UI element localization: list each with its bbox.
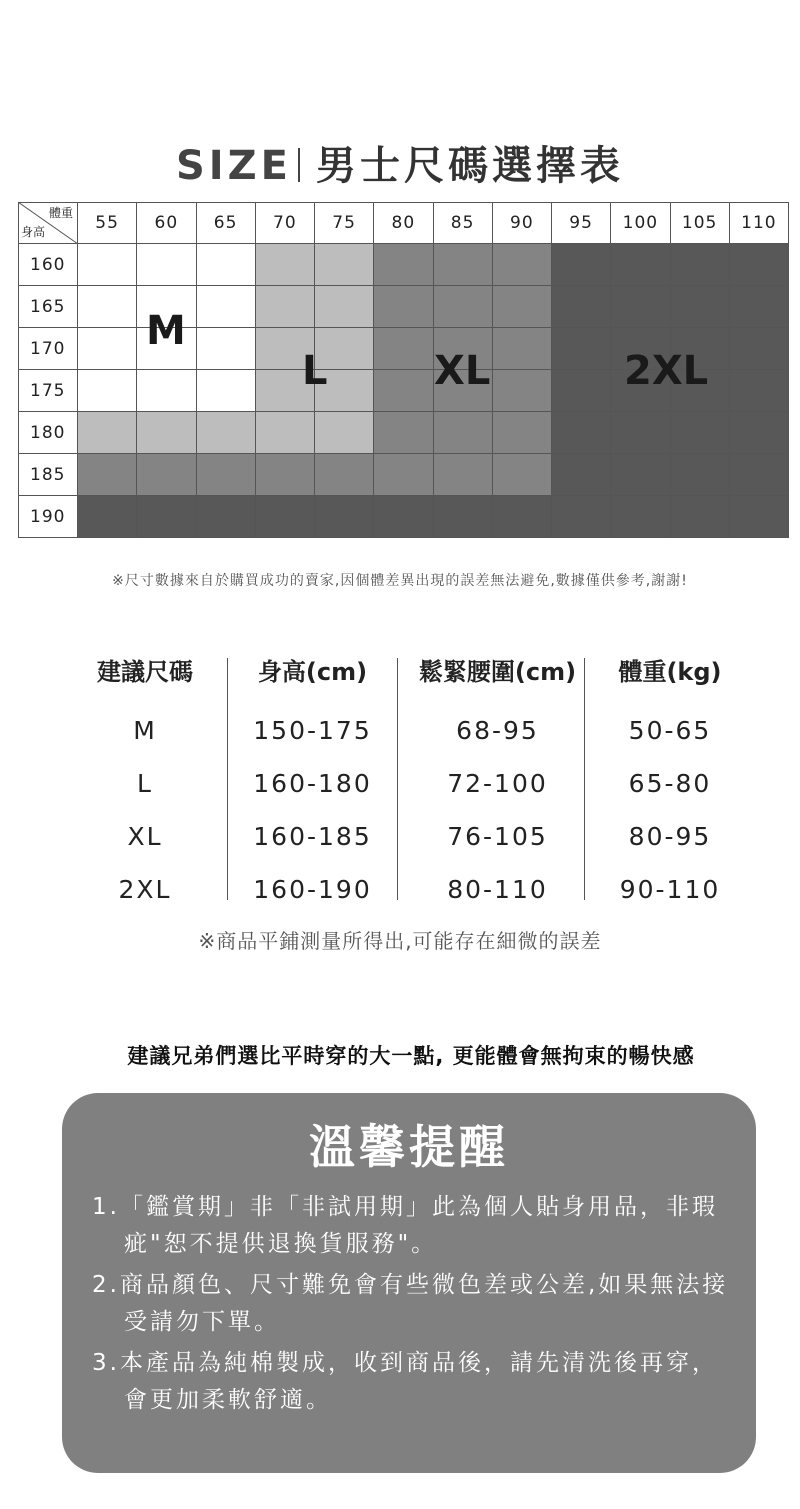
table-cell: 80-110 xyxy=(447,875,548,904)
weight-header-cell: 100 xyxy=(611,202,670,244)
size-zone-cell xyxy=(137,370,196,412)
size-zone-cell xyxy=(730,328,789,370)
page-title xyxy=(0,134,800,191)
size-suggestion: 建議兄弟們選比平時穿的大一點, 更能體會無拘束的暢快感 xyxy=(127,1044,695,1068)
size-zone-cell xyxy=(730,370,789,412)
height-header-cell: 170 xyxy=(18,328,78,370)
size-zone-cell xyxy=(137,412,196,454)
size-zone-cell xyxy=(730,496,789,538)
title-chinese: 男士尺碼選擇表 xyxy=(316,143,625,189)
reminder-title: 溫馨提醒 xyxy=(309,1120,509,1174)
size-chart-grid xyxy=(18,202,789,538)
table-cell: 150-175 xyxy=(253,716,372,745)
title-size-word: SIZE xyxy=(175,143,293,189)
size-zone-cell xyxy=(434,286,493,328)
table-column xyxy=(60,650,230,916)
size-zone-cell xyxy=(611,412,670,454)
size-zone-cell xyxy=(671,286,730,328)
grid-footnote: ※尺寸數據來自於購買成功的賣家,因個體差異出現的誤差無法避免,數據僅供參考,謝謝! xyxy=(112,573,688,589)
grid-corner-cell xyxy=(18,202,78,244)
size-zone-cell xyxy=(197,286,256,328)
size-zone-cell xyxy=(552,286,611,328)
size-zone-cell xyxy=(315,412,374,454)
table-cell: XL xyxy=(127,822,163,851)
height-header-cell: 160 xyxy=(18,244,78,286)
size-zone-cell xyxy=(493,412,552,454)
table-header-cell: 體重(kg) xyxy=(618,658,722,686)
table-column xyxy=(230,650,395,916)
size-zone-cell xyxy=(493,454,552,496)
size-zone-cell xyxy=(137,496,196,538)
size-zone-cell xyxy=(552,244,611,286)
table-cell: 72-100 xyxy=(447,769,548,798)
size-zone-cell xyxy=(78,244,137,286)
size-label-l: L xyxy=(302,348,328,394)
size-zone-cell xyxy=(493,370,552,412)
size-zone-cell xyxy=(256,412,315,454)
reminder-item: 2.商品顏色、尺寸難免會有些微色差或公差,如果無法接受請勿下單。 xyxy=(92,1272,729,1335)
size-zone-cell xyxy=(374,328,433,370)
weight-header-cell: 55 xyxy=(78,202,137,244)
size-zone-cell xyxy=(434,244,493,286)
size-zone-cell xyxy=(493,496,552,538)
size-zone-cell xyxy=(256,496,315,538)
size-zone-cell xyxy=(197,328,256,370)
table-cell: 65-80 xyxy=(628,769,712,798)
table-cell: 2XL xyxy=(118,875,172,904)
size-label-m: M xyxy=(146,308,186,354)
reminder-box xyxy=(62,1093,756,1473)
weight-header-cell: 70 xyxy=(256,202,315,244)
size-zone-cell xyxy=(78,496,137,538)
table-cell: 76-105 xyxy=(447,822,548,851)
column-divider xyxy=(584,658,585,900)
table-cell: L xyxy=(137,769,153,798)
size-zone-cell xyxy=(374,496,433,538)
size-zone-cell xyxy=(137,244,196,286)
size-zone-cell xyxy=(78,286,137,328)
table-cell: 160-180 xyxy=(253,769,372,798)
height-header-cell: 175 xyxy=(18,370,78,412)
weight-header-cell: 65 xyxy=(197,202,256,244)
size-zone-cell xyxy=(730,286,789,328)
table-column xyxy=(600,650,740,916)
size-zone-cell xyxy=(493,244,552,286)
table-cell: 68-95 xyxy=(456,716,539,745)
size-zone-cell xyxy=(730,454,789,496)
size-zone-cell xyxy=(671,496,730,538)
size-zone-cell xyxy=(137,454,196,496)
size-zone-cell xyxy=(315,244,374,286)
size-zone-cell xyxy=(197,496,256,538)
size-zone-cell xyxy=(552,412,611,454)
table-header-cell: 鬆緊腰圍(cm) xyxy=(418,658,577,686)
size-zone-cell xyxy=(671,244,730,286)
size-zone-cell xyxy=(197,244,256,286)
size-zone-cell xyxy=(315,496,374,538)
height-header-cell: 180 xyxy=(18,412,78,454)
weight-header-cell: 90 xyxy=(493,202,552,244)
size-zone-cell xyxy=(552,370,611,412)
weight-header-cell: 60 xyxy=(137,202,196,244)
size-zone-cell xyxy=(611,286,670,328)
table-cell: M xyxy=(133,716,157,745)
size-zone-cell xyxy=(256,454,315,496)
table-cell: 160-190 xyxy=(253,875,372,904)
size-zone-cell xyxy=(552,496,611,538)
size-label-2xl: 2XL xyxy=(624,348,709,394)
size-zone-cell xyxy=(434,412,493,454)
table-cell: 90-110 xyxy=(619,875,721,904)
size-zone-cell xyxy=(374,454,433,496)
size-zone-cell xyxy=(434,496,493,538)
size-label-xl: XL xyxy=(434,348,491,394)
reminder-list xyxy=(92,1189,742,1423)
size-zone-cell xyxy=(552,454,611,496)
size-zone-cell xyxy=(197,454,256,496)
table-footnote: ※商品平鋪測量所得出,可能存在細微的誤差 xyxy=(198,929,602,953)
height-header-cell: 165 xyxy=(18,286,78,328)
height-header-cell: 190 xyxy=(18,496,78,538)
weight-header-cell: 75 xyxy=(315,202,374,244)
size-zone-cell xyxy=(611,496,670,538)
column-divider xyxy=(397,658,398,900)
reminder-item: 1.「鑑賞期」非「非試用期」此為個人貼身用品，非瑕疵"恕不提供退換貨服務"。 xyxy=(92,1194,718,1257)
size-zone-cell xyxy=(315,286,374,328)
size-zone-cell xyxy=(730,244,789,286)
weight-header-cell: 105 xyxy=(671,202,730,244)
weight-header-cell: 85 xyxy=(434,202,493,244)
size-zone-cell xyxy=(493,286,552,328)
size-zone-cell xyxy=(671,412,730,454)
size-zone-cell xyxy=(611,244,670,286)
size-zone-cell xyxy=(374,286,433,328)
table-header-cell: 身高(cm) xyxy=(257,658,368,686)
title-divider xyxy=(298,148,300,182)
table-column xyxy=(395,650,600,916)
weight-header-cell: 95 xyxy=(552,202,611,244)
size-zone-cell xyxy=(434,454,493,496)
height-header-cell: 185 xyxy=(18,454,78,496)
size-zone-cell xyxy=(374,370,433,412)
size-zone-cell xyxy=(611,454,670,496)
size-zone-cell xyxy=(315,454,374,496)
size-zone-cell xyxy=(730,412,789,454)
weight-header-cell: 110 xyxy=(730,202,789,244)
size-zone-cell xyxy=(493,328,552,370)
size-zone-cell xyxy=(671,454,730,496)
column-divider xyxy=(227,658,228,900)
size-zone-cell xyxy=(78,370,137,412)
size-zone-cell xyxy=(197,370,256,412)
size-zone-cell xyxy=(374,244,433,286)
size-zone-cell xyxy=(256,244,315,286)
size-zone-cell xyxy=(256,286,315,328)
weight-header-cell: 80 xyxy=(374,202,433,244)
size-zone-cell xyxy=(552,328,611,370)
size-zone-cell xyxy=(78,454,137,496)
table-cell: 160-185 xyxy=(253,822,372,851)
table-cell: 50-65 xyxy=(628,716,712,745)
size-zone-cell xyxy=(78,328,137,370)
size-zone-cell xyxy=(374,412,433,454)
corner-height-label: 身高 xyxy=(21,225,46,239)
corner-weight-label: 體重 xyxy=(48,206,73,220)
table-header-cell: 建議尺碼 xyxy=(97,658,193,686)
table-cell: 80-95 xyxy=(628,822,712,851)
size-zone-cell xyxy=(197,412,256,454)
size-zone-cell xyxy=(78,412,137,454)
reminder-item: 3.本產品為純棉製成，收到商品後，請先清洗後再穿，會更加柔軟舒適。 xyxy=(92,1350,718,1413)
